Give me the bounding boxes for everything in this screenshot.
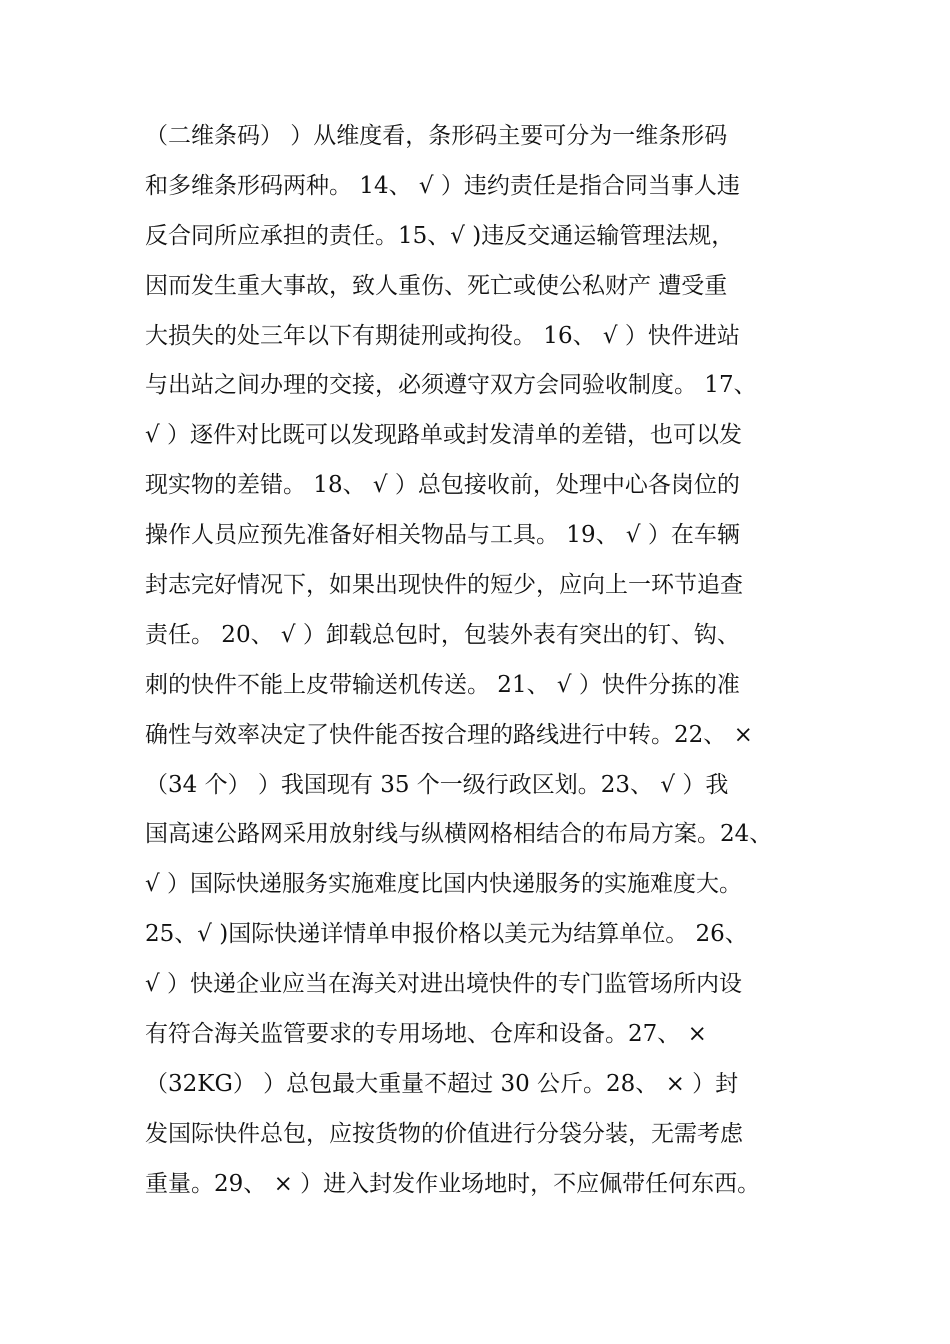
text-line: （二维条码） ）从维度看，条形码主要可分为一维条形码 [145,123,728,149]
text-line: 国高速公路网采用放射线与纵横网格相结合的布局方案。24、 [145,821,773,848]
text-line: 操作人员应预先准备好相关物品与工具。 19、 √ ）在车辆 [145,522,740,549]
text-line: 大损失的处三年以下有期徒刑或拘役。 16、 √ ）快件进站 [145,322,740,349]
text-line: 有符合海关监管要求的专用场地、仓库和设备。27、 × [145,1021,707,1048]
text-line: 和多维条形码两种。 14、 √ ）违约责任是指合同当事人违 [145,172,740,199]
text-line: 确性与效率决定了快件能否按合理的路线进行中转。22、 × [145,721,753,748]
text-line: 发国际快件总包，应按货物的价值进行分袋分装，无需考虑 [145,1120,743,1147]
text-line: （32KG） ）总包最大重量不超过 30 公斤。28、 × ）封 [145,1070,739,1097]
text-line: √ ）逐件对比既可以发现路单或封发清单的差错，也可以发 [145,422,742,449]
text-line: 封志完好情况下，如果出现快件的短少，应向上一环节追查 [145,572,743,599]
text-line: 25、√ )国际快递详情单申报价格以美元为结算单位。 26、 [145,921,748,948]
text-line: √ ）国际快递服务实施难度比国内快递服务的实施难度大。 [145,871,742,898]
text-line: 责任。 20、 √ ）卸载总包时，包装外表有突出的钉、钩、 [145,621,740,648]
body-text [145,112,835,1210]
text-line: 反合同所应承担的责任。15、√ )违反交通运输管理法规， [145,222,735,249]
text-line: （34 个） ）我国现有 35 个一级行政区划。23、 √ ）我 [145,771,729,798]
text-line: 刺的快件不能上皮带输送机传送。 21、 √ ）快件分拣的准 [145,671,740,698]
text-line: 现实物的差错。 18、 √ ）总包接收前，处理中心各岗位的 [145,472,740,499]
text-line: √ ）快递企业应当在海关对进出境快件的专门监管场所内设 [145,971,742,998]
text-line: 重量。29、 × ）进入封发作业场地时，不应佩带任何东西。 [145,1170,761,1197]
text-line: 与出站之间办理的交接，必须遵守双方会同验收制度。 17、 [145,372,757,399]
text-line: 因而发生重大事故，致人重伤、死亡或使公私财产 遭受重 [145,272,728,299]
